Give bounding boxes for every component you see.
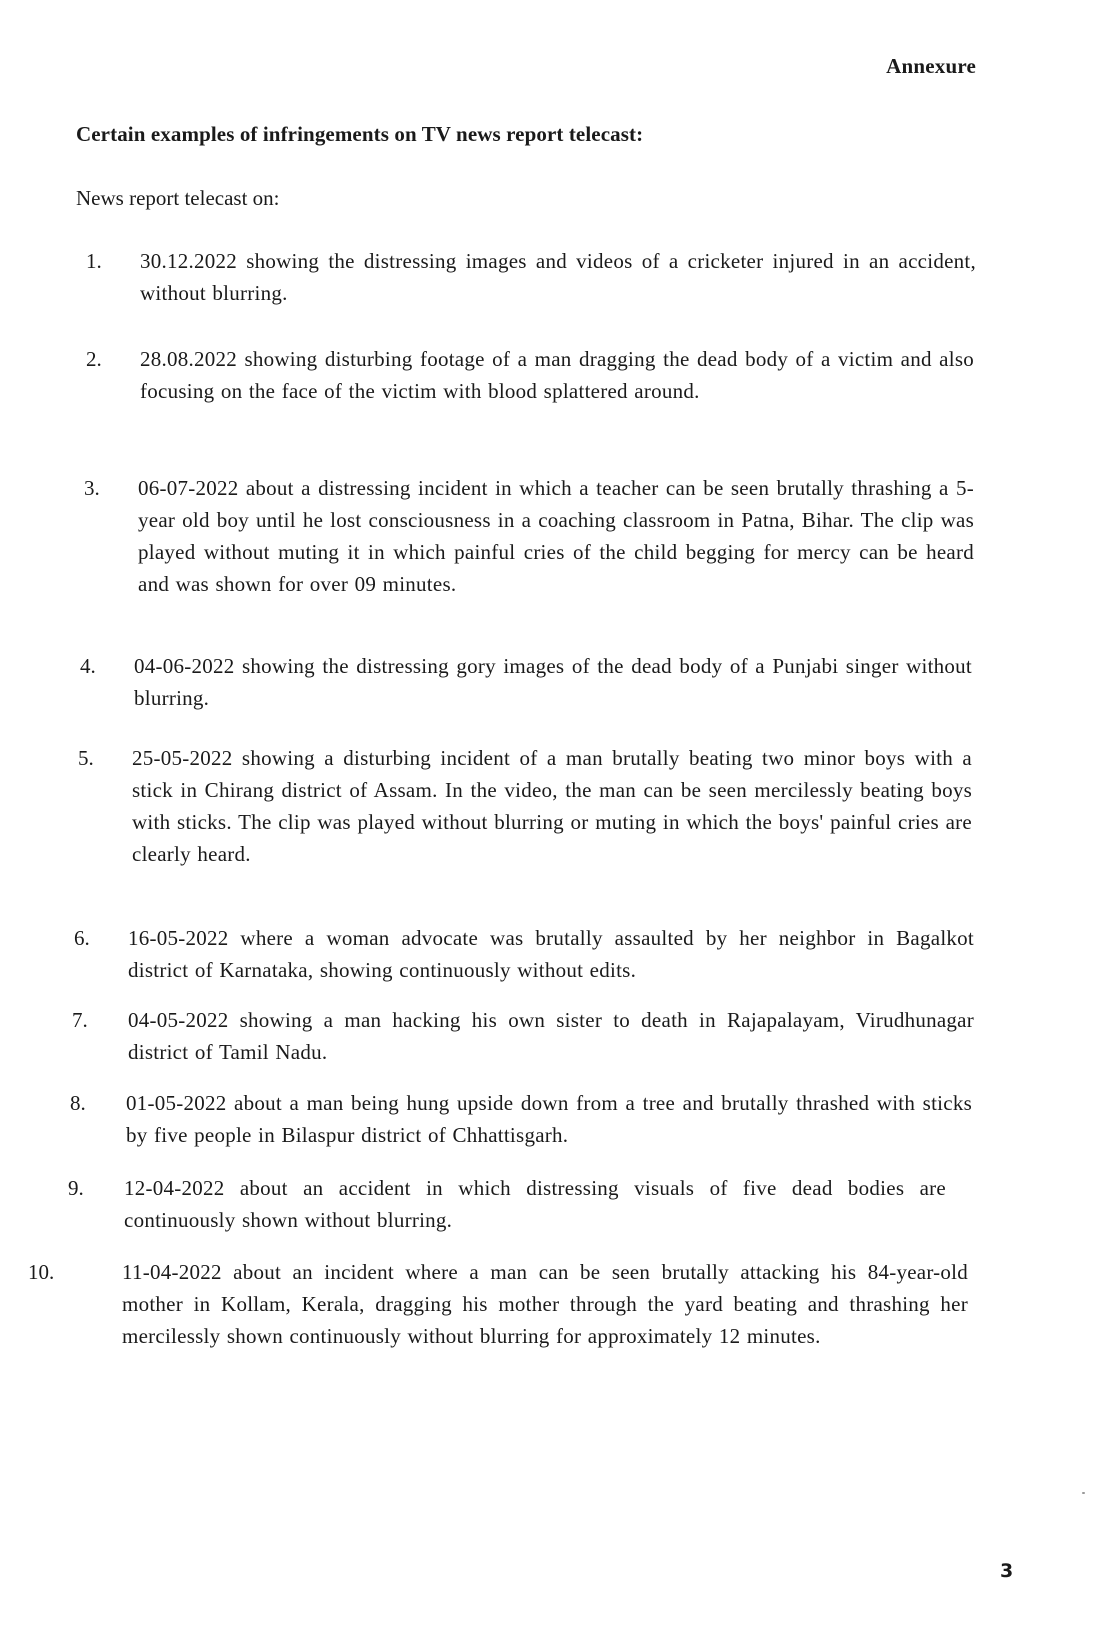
- item-number: 7.: [72, 1008, 88, 1032]
- item-number: 6.: [74, 926, 90, 950]
- item-text: 04-05-2022 showing a man hacking his own sister to death in Rajapalayam, Virudhunagar district of Tamil Nadu.: [128, 1008, 974, 1064]
- item-text: 16-05-2022 where a woman advocate was brutally assaulted by her neighbor in Bagalkot district of Karnataka, showing continuously without edits.: [128, 926, 974, 982]
- annexure-label: Annexure: [886, 54, 976, 78]
- item-number: 10.: [28, 1260, 55, 1284]
- item-number: 4.: [80, 654, 96, 678]
- item-text: 25-05-2022 showing a disturbing incident of a man brutally beating two minor boys with a stick in Chirang district of Assam. In the video, the man can be seen mercilessly beating boys with sticks. The clip was played without blurring or muting in which the boys' painful cries are clearly heard.: [132, 746, 972, 866]
- item-text: 28.08.2022 showing disturbing footage of a man dragging the dead body of a victim and also focusing on the face of the victim with blood splattered around.: [140, 347, 974, 403]
- item-number: 9.: [68, 1176, 84, 1200]
- document-heading: Certain examples of infringements on TV news report telecast:: [76, 122, 644, 146]
- item-text: 01-05-2022 about a man being hung upside down from a tree and brutally thrashed with sticks by five people in Bilaspur district of Chhattisgarh.: [126, 1091, 972, 1147]
- item-text: 04-06-2022 showing the distressing gory images of the dead body of a Punjabi singer without blurring.: [134, 654, 972, 710]
- item-text: 11-04-2022 about an incident where a man can be seen brutally attacking his 84-year-old mother in Kollam, Kerala, dragging his mother through the yard beating and thrashing her mercilessly shown continuously without blurring for approximately 12 minutes.: [122, 1260, 968, 1348]
- item-number: 2.: [86, 347, 102, 371]
- item-number: 3.: [84, 476, 100, 500]
- item-text: 30.12.2022 showing the distressing images and videos of a cricketer injured in an accident, without blurring.: [140, 249, 976, 305]
- item-text: 06-07-2022 about a distressing incident in which a teacher can be seen brutally thrashing a 5-year old boy until he lost consciousness in a coaching classroom in Patna, Bihar. The clip was played without muting it in which painful cries of the child begging for mercy can be heard and was shown for over 09 minutes.: [138, 476, 974, 596]
- item-number: 8.: [70, 1091, 86, 1115]
- intro-text: News report telecast on:: [76, 186, 280, 210]
- item-number: 1.: [86, 249, 102, 273]
- page-number: 3: [1000, 1560, 1014, 1582]
- item-text: 12-04-2022 about an accident in which distressing visuals of five dead bodies are continuously shown without blurring.: [124, 1176, 946, 1232]
- item-number: 5.: [78, 746, 94, 770]
- scan-speck: [1082, 1492, 1085, 1494]
